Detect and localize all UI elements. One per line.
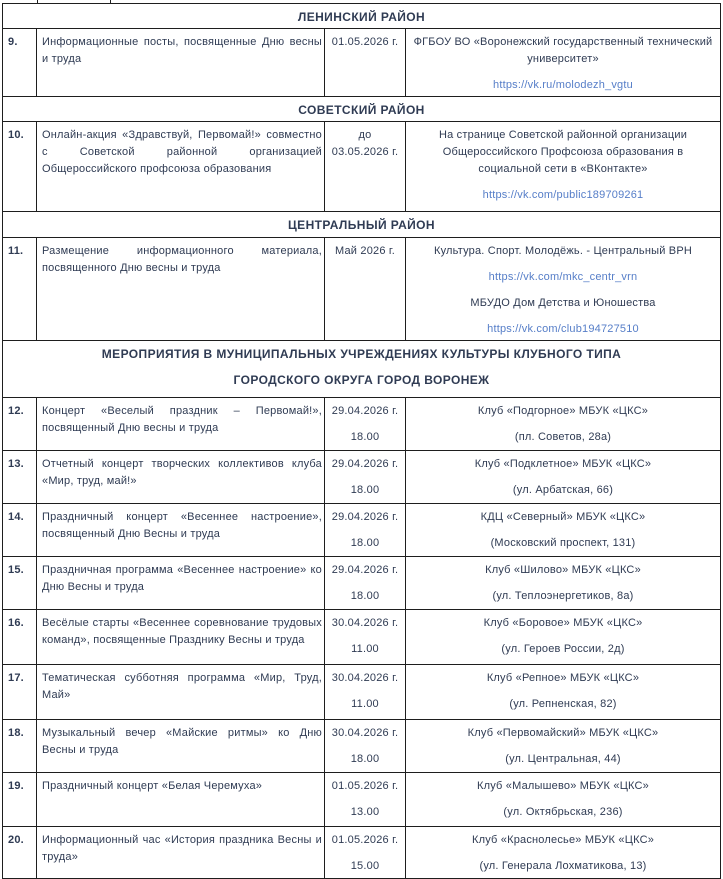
location-line: [410, 725, 716, 742]
row-number-cell: [3, 122, 37, 211]
location-line: [410, 696, 716, 713]
location-text: (Московский проспект, 131): [490, 537, 636, 549]
event-date: 30.04.2026 г.: [331, 672, 399, 684]
section-row: [3, 212, 720, 238]
event-name: Концерт «Веселый праздник – Первомай!», посвященный Дню весны и труда: [42, 405, 322, 434]
table-gridline: [37, 0, 38, 3]
location-line: [410, 832, 716, 849]
row-number: 19.: [8, 780, 24, 792]
event-name-cell: [37, 557, 325, 609]
event-name-cell: [37, 665, 325, 719]
location-text: На странице Советской районной организации Общероссийского Профсоюза образования в социальной сети в «ВКонтакте»: [438, 129, 688, 175]
event-time: 11.00: [351, 643, 379, 655]
section-header: [3, 212, 720, 237]
event-name-cell: [37, 720, 325, 772]
location-link-line: [410, 321, 716, 338]
event-date-cell: [325, 238, 406, 340]
location-text: Клуб «Первомайский» МБУК «ЦКС»: [467, 727, 659, 739]
event-time: 18.00: [350, 431, 380, 443]
event-name: Информационный час «История праздника Весны и труда»: [42, 834, 322, 863]
previous-row-remnant: [2, 0, 721, 3]
table-row: [3, 720, 720, 773]
event-location-cell: [406, 451, 720, 503]
location-line: [410, 295, 716, 312]
event-date: Май 2026 г.: [334, 245, 396, 257]
event-name-cell: [37, 398, 325, 450]
event-time: 18.00: [350, 753, 380, 765]
event-location-cell: [406, 29, 720, 96]
table-row: [3, 122, 720, 212]
event-location-cell: [406, 122, 720, 211]
section-row: [3, 341, 720, 398]
location-line: [410, 482, 716, 499]
event-location-cell: [406, 773, 720, 826]
location-line: [410, 34, 716, 68]
location-line: [410, 243, 716, 260]
location-text: (пл. Советов, 28а): [514, 431, 612, 443]
event-name: Праздничная программа «Весеннее настроение» ко Дню Весны и труда: [42, 564, 322, 593]
table-row: [3, 29, 720, 97]
event-name: Праздничный концерт «Белая Черемуха»: [42, 780, 263, 792]
event-date-cell: [325, 451, 406, 503]
location-text: (ул. Арбатская, 66): [512, 484, 614, 496]
event-location-cell: [406, 238, 720, 340]
event-name: Музыкальный вечер «Майские ритмы» ко Дню Весны и труда: [42, 727, 322, 756]
location-line: [410, 429, 716, 446]
row-number-cell: [3, 773, 37, 826]
event-date: 30.04.2026 г.: [331, 727, 399, 739]
section-header: [3, 4, 720, 28]
event-name: Размещение информационного материала, посвященного Дню весны и труда: [42, 245, 322, 274]
section-title-line: МЕРОПРИЯТИЯ В МУНИЦИПАЛЬНЫХ УЧРЕЖДЕНИЯХ КУЛЬТУРЫ КЛУБНОГО ТИПА: [101, 347, 622, 361]
event-date-cell: [325, 720, 406, 772]
location-line: [410, 562, 716, 579]
table-row: [3, 827, 720, 879]
event-date-cell: [325, 610, 406, 664]
row-number-cell: [3, 238, 37, 340]
row-number: 18.: [8, 727, 24, 739]
event-date-cell: [325, 827, 406, 878]
location-line: [410, 456, 716, 473]
location-line: [410, 641, 716, 658]
location-text: (ул. Генерала Лохматикова, 13): [479, 860, 647, 872]
location-line: [410, 670, 716, 687]
location-line: [410, 804, 716, 821]
row-number-cell: [3, 827, 37, 878]
location-text: (ул. Репненская, 82): [509, 698, 617, 710]
row-number-cell: [3, 451, 37, 503]
event-time: 13.00: [350, 806, 380, 818]
event-date: до 03.05.2026 г.: [331, 129, 399, 158]
table-gridline: [110, 0, 111, 3]
event-time: 11.00: [351, 698, 379, 710]
row-number: 20.: [8, 834, 24, 846]
row-number-cell: [3, 29, 37, 96]
event-name-cell: [37, 610, 325, 664]
event-date: 29.04.2026 г.: [331, 405, 399, 417]
vk-link[interactable]: https://vk.com/public189709261: [482, 189, 644, 201]
location-line: [410, 403, 716, 420]
location-line: [410, 535, 716, 552]
event-name-cell: [37, 122, 325, 211]
event-date-cell: [325, 773, 406, 826]
row-number: 10.: [8, 129, 24, 141]
event-location-cell: [406, 398, 720, 450]
row-number-cell: [3, 665, 37, 719]
section-header: [3, 97, 720, 121]
event-time: 18.00: [350, 484, 380, 496]
section-row: [3, 4, 720, 29]
table-row: [3, 398, 720, 451]
location-link-line: [410, 77, 716, 94]
location-text: (ул. Центральная, 44): [505, 753, 621, 765]
location-text: (ул. Теплоэнергетиков, 8а): [492, 590, 634, 602]
table-row: [3, 504, 720, 557]
event-time: 18.00: [350, 537, 380, 549]
location-text: Клуб «Репное» МБУК «ЦКС»: [486, 672, 640, 684]
row-number-cell: [3, 720, 37, 772]
location-link-line: [410, 269, 716, 286]
event-date: 01.05.2026 г.: [331, 780, 399, 792]
location-line: [410, 127, 716, 178]
event-name-cell: [37, 773, 325, 826]
event-name: Праздничный концерт «Весеннее настроение», посвященный Дню Весны и труда: [42, 511, 322, 540]
event-date-cell: [325, 122, 406, 211]
event-location-cell: [406, 610, 720, 664]
event-date: 30.04.2026 г.: [331, 617, 399, 629]
location-text: Клуб «Подгорное» МБУК «ЦКС»: [477, 405, 649, 417]
location-text: (ул. Октябрьская, 236): [503, 806, 623, 818]
vk-link[interactable]: https://vk.com/mkc_centr_vrn: [488, 271, 638, 283]
row-number-cell: [3, 557, 37, 609]
event-date-cell: [325, 504, 406, 556]
section-title-line: ЛЕНИНСКИЙ РАЙОН: [297, 10, 426, 24]
event-date-cell: [325, 557, 406, 609]
location-line: [410, 858, 716, 875]
row-number: 13.: [8, 458, 24, 470]
event-name-cell: [37, 29, 325, 96]
event-name: Тематическая субботняя программа «Мир, Труд, Май»: [42, 672, 322, 701]
event-date: 29.04.2026 г.: [331, 511, 399, 523]
location-text: Клуб «Боровое» МБУК «ЦКС»: [483, 617, 643, 629]
event-location-cell: [406, 557, 720, 609]
events-table: [2, 3, 721, 879]
location-line: [410, 751, 716, 768]
row-number: 12.: [8, 405, 24, 417]
event-name: Онлайн-акция «Здравствуй, Первомай!» совместно с Советской районной организацией Общероссийского профсоюза образования: [42, 129, 322, 175]
event-location-cell: [406, 504, 720, 556]
event-name: Весёлые старты «Весеннее соревнование трудовых команд», посвященные Празднику Весны и труда: [42, 617, 322, 646]
table-row: [3, 238, 720, 341]
row-number: 16.: [8, 617, 24, 629]
vk-link[interactable]: https://vk.ru/molodezh_vgtu: [493, 79, 633, 91]
row-number-cell: [3, 610, 37, 664]
table-row: [3, 451, 720, 504]
event-location-cell: [406, 720, 720, 772]
location-link-line: [410, 187, 716, 204]
location-text: Клуб «Малышево» МБУК «ЦКС»: [477, 780, 649, 792]
table-row: [3, 665, 720, 720]
section-header: [3, 341, 720, 397]
event-date-cell: [325, 665, 406, 719]
event-name-cell: [37, 238, 325, 340]
location-text: МБУДО Дом Детства и Юношества: [470, 297, 656, 309]
event-time: 15.00: [350, 860, 380, 872]
location-text: Клуб «Краснолесье» МБУК «ЦКС»: [471, 834, 655, 846]
vk-link[interactable]: https://vk.com/club194727510: [487, 323, 639, 335]
location-line: [410, 509, 716, 526]
table-row: [3, 773, 720, 827]
location-text: (ул. Героев России, 2д): [501, 643, 625, 655]
event-location-cell: [406, 665, 720, 719]
location-text: Культура. Спорт. Молодёжь. - Центральный ВРН: [433, 245, 693, 257]
location-text: ФГБОУ ВО «Воронежский государственный технический университет»: [413, 36, 713, 65]
section-title-line: СОВЕТСКИЙ РАЙОН: [298, 103, 425, 117]
table-row: [3, 610, 720, 665]
row-number: 11.: [8, 245, 24, 257]
location-line: [410, 615, 716, 632]
row-number-cell: [3, 398, 37, 450]
event-date: 29.04.2026 г.: [331, 458, 399, 470]
event-time: 18.00: [350, 590, 380, 602]
location-text: Клуб «Шилово» МБУК «ЦКС»: [485, 564, 641, 576]
event-date: 29.04.2026 г.: [331, 564, 399, 576]
event-name: Отчетный концерт творческих коллективов клуба «Мир, труд, май!»: [42, 458, 322, 487]
location-line: [410, 778, 716, 795]
event-date-cell: [325, 29, 406, 96]
event-name-cell: [37, 827, 325, 878]
section-row: [3, 97, 720, 122]
row-number-cell: [3, 504, 37, 556]
event-name-cell: [37, 451, 325, 503]
row-number: 15.: [8, 564, 24, 576]
event-date: 01.05.2026 г.: [331, 36, 399, 48]
location-line: [410, 588, 716, 605]
row-number: 9.: [8, 36, 18, 48]
event-name: Информационные посты, посвященные Дню весны и труда: [42, 36, 322, 65]
event-date: 01.05.2026 г.: [331, 834, 399, 846]
event-date-cell: [325, 398, 406, 450]
event-location-cell: [406, 827, 720, 878]
section-title-line: ЦЕНТРАЛЬНЫЙ РАЙОН: [288, 218, 435, 232]
table-row: [3, 557, 720, 610]
row-number: 17.: [8, 672, 24, 684]
event-name-cell: [37, 504, 325, 556]
location-text: КДЦ «Северный» МБУК «ЦКС»: [480, 511, 646, 523]
location-text: Клуб «Подклетное» МБУК «ЦКС»: [474, 458, 652, 470]
section-title-line: ГОРОДСКОГО ОКРУГА ГОРОД ВОРОНЕЖ: [233, 373, 490, 387]
row-number: 14.: [8, 511, 24, 523]
